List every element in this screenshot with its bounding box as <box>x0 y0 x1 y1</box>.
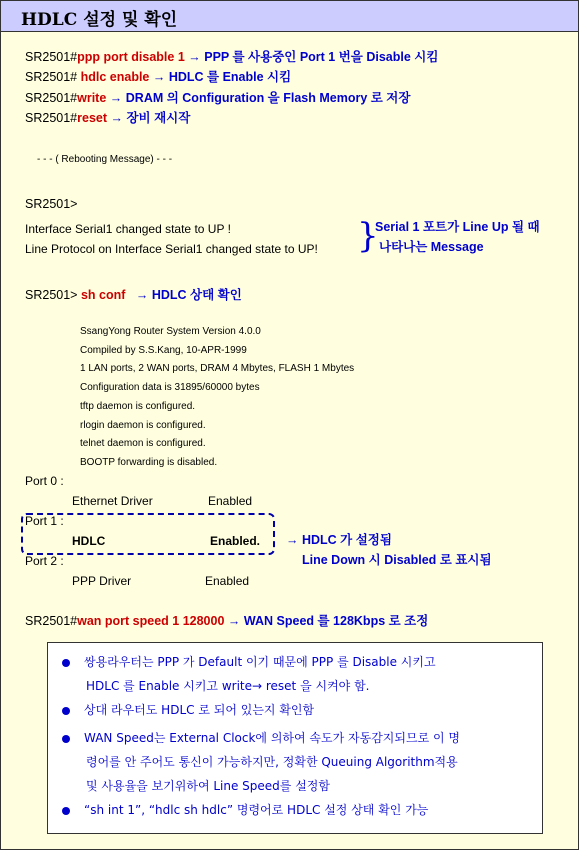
note-item <box>62 650 436 674</box>
cmd-line-1 <box>25 49 438 65</box>
sys-info-line: telnet daemon is configured. <box>80 438 206 449</box>
command: ppp port disable 1 <box>77 50 185 64</box>
sys-info-line: SsangYong Router System Version 4.0.0 <box>80 326 261 337</box>
command-desc: → PPP 를 사용중인 Port 1 번을 Disable 시킴 <box>188 50 439 64</box>
prompt-line: SR2501> <box>25 197 78 211</box>
bullet-icon <box>62 659 70 667</box>
bullet-icon <box>62 707 70 715</box>
command: wan port speed 1 128000 <box>77 614 225 628</box>
sys-info-line: rlogin daemon is configured. <box>80 420 206 431</box>
command-desc: → HDLC 를 Enable 시킴 <box>152 70 292 84</box>
sys-info-line: Compiled by S.S.Kang, 10-APR-1999 <box>80 345 247 356</box>
port0-status: Enabled <box>208 494 253 508</box>
note-text: 상대 라우터도 HDLC 로 되어 있는지 확인함 <box>84 703 315 717</box>
command-desc: → DRAM 의 Configuration 을 Flash Memory 로 저장 <box>109 91 411 105</box>
brace-icon: } <box>357 216 379 256</box>
command: hdlc enable <box>80 70 150 84</box>
command-desc: → 장비 재시작 <box>110 111 191 125</box>
command-desc: → HDLC 상태 확인 <box>135 288 242 302</box>
command: reset <box>77 111 108 125</box>
prompt: SR2501# <box>25 111 78 125</box>
prompt: SR2501# <box>25 91 78 105</box>
port1-status: Enabled. <box>210 534 261 548</box>
sys-info-line: Configuration data is 31895/60000 bytes <box>80 382 260 393</box>
port1-label: Port 1 : <box>25 514 64 528</box>
note-item <box>62 798 428 822</box>
wan-line <box>25 613 428 629</box>
sys-info-line: BOOTP forwarding is disabled. <box>80 457 218 468</box>
note-text-cont: 령어를 안 주어도 통신이 가능하지만, 정확한 Queuing Algorithm적용 <box>86 755 458 769</box>
port1-name: HDLC <box>72 534 106 548</box>
brace-note-2: 나타나는 Message <box>379 240 484 254</box>
port2-status: Enabled <box>205 574 250 588</box>
sys-info-line: tftp daemon is configured. <box>80 401 196 412</box>
iface-line-1: Interface Serial1 changed state to UP ! <box>25 222 231 236</box>
sh-conf-line <box>25 287 242 303</box>
sys-info-line: 1 LAN ports, 2 WAN ports, DRAM 4 Mbytes, FLASH 1 Mbytes <box>80 363 355 374</box>
cmd-line-2 <box>25 69 291 85</box>
note-text: “sh int 1”, “hdlc sh hdlc” 명령어로 HDLC 설정 상태 확인 가능 <box>84 803 429 817</box>
notes-box <box>47 642 543 834</box>
note-text: 쌍용라우터는 PPP 가 Default 이기 때문에 PPP 를 Disable 시키고 <box>84 655 436 669</box>
bullet-icon <box>62 735 70 743</box>
port0-name: Ethernet Driver <box>72 494 153 508</box>
command: sh conf <box>80 288 126 302</box>
cmd-line-3 <box>25 90 410 106</box>
note-item <box>62 698 314 722</box>
iface-line-2: Line Protocol on Interface Serial1 changed state to UP! <box>25 242 318 256</box>
note-text: WAN Speed는 External Clock에 의하여 속도가 자동감지되므로 이 명 <box>84 731 460 745</box>
title-bar <box>1 1 578 32</box>
command-desc: → WAN Speed 를 128Kbps 로 조정 <box>227 614 429 628</box>
prompt: SR2501# <box>25 50 78 64</box>
note-text-cont: HDLC 를 Enable 시키고 write→ reset 을 시켜야 함. <box>86 679 370 693</box>
note-text-cont: 및 사용율을 보기위하여 Line Speed를 설정함 <box>86 779 330 793</box>
reboot-message: - - - ( Rebooting Message) - - - <box>37 154 173 165</box>
command: write <box>77 91 107 105</box>
prompt: SR2501# <box>25 70 78 84</box>
hdlc-note-2: Line Down 시 Disabled 로 표시됨 <box>302 553 492 567</box>
hdlc-note-1: → HDLC 가 설정됨 <box>286 533 392 547</box>
port0-label: Port 0 : <box>25 474 64 488</box>
prompt: SR2501> <box>25 288 78 302</box>
brace-note-1: Serial 1 포트가 Line Up 될 때 <box>375 220 540 234</box>
port2-name: PPP Driver <box>72 574 132 588</box>
page-title: HDLC 설정 및 확인 <box>21 10 178 30</box>
prompt: SR2501# <box>25 614 78 628</box>
cmd-line-4 <box>25 110 190 126</box>
port2-label: Port 2 : <box>25 554 64 568</box>
bullet-icon <box>62 807 70 815</box>
note-item <box>62 726 460 750</box>
